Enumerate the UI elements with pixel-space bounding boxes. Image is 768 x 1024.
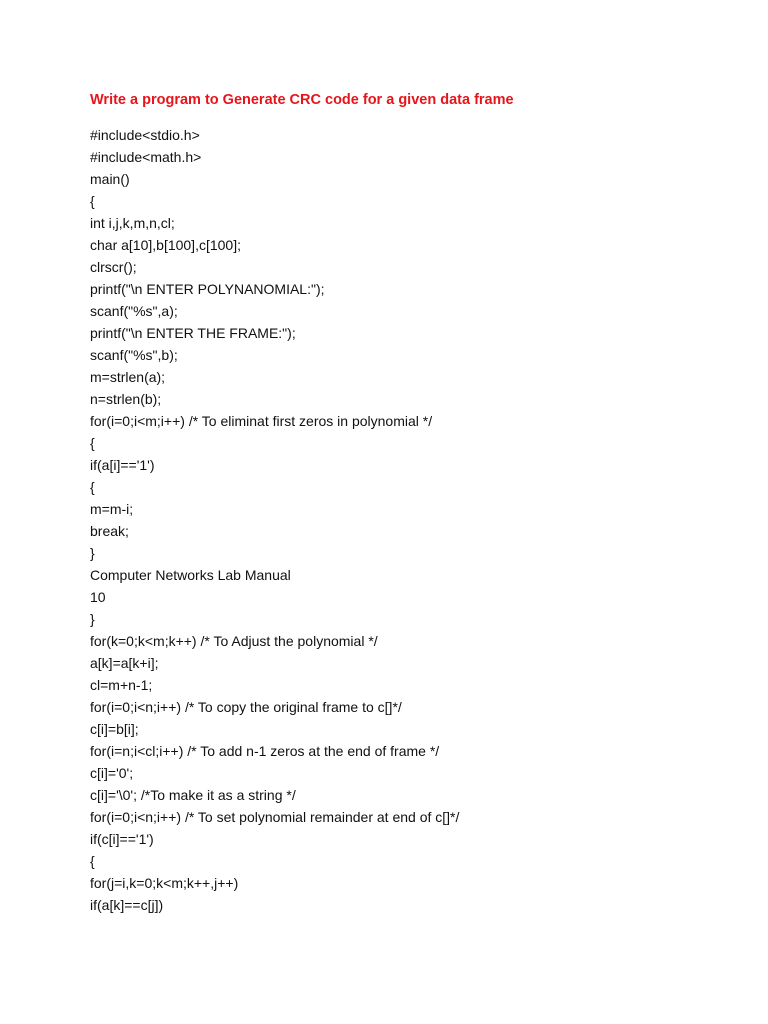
code-listing (90, 124, 459, 916)
code-line: c[i]='\0'; /*To make it as a string */ (90, 787, 296, 803)
code-line: c[i]='0'; (90, 765, 134, 781)
code-line: c[i]=b[i]; (90, 721, 139, 737)
code-line: #include<math.h> (90, 149, 202, 165)
code-line: printf("\n ENTER THE FRAME:"); (90, 325, 296, 341)
code-line: a[k]=a[k+i]; (90, 655, 159, 671)
code-line: { (90, 853, 95, 869)
code-line: for(i=0;i<n;i++) /* To set polynomial remainder at end of c[]*/ (90, 809, 460, 825)
code-line: for(i=0;i<n;i++) /* To copy the original frame to c[]*/ (90, 699, 402, 715)
code-line: cl=m+n-1; (90, 677, 153, 693)
code-line: clrscr(); (90, 259, 137, 275)
code-line: m=m-i; (90, 501, 134, 517)
code-line: m=strlen(a); (90, 369, 166, 385)
code-line: { (90, 435, 95, 451)
code-line: for(k=0;k<m;k++) /* To Adjust the polynomial */ (90, 633, 378, 649)
document-title: Write a program to Generate CRC code for a given data frame (90, 92, 514, 108)
code-line: Computer Networks Lab Manual (90, 567, 291, 583)
code-line: main() (90, 171, 130, 187)
code-line: { (90, 193, 95, 209)
code-line: scanf("%s",b); (90, 347, 178, 363)
code-line: if(a[i]=='1') (90, 457, 155, 473)
code-line: 10 (90, 589, 106, 605)
code-line: for(i=n;i<cl;i++) /* To add n-1 zeros at the end of frame */ (90, 743, 440, 759)
code-line: int i,j,k,m,n,cl; (90, 215, 175, 231)
code-line: char a[10],b[100],c[100]; (90, 237, 241, 253)
code-line: { (90, 479, 95, 495)
code-line: if(c[i]=='1') (90, 831, 154, 847)
code-line: } (90, 611, 95, 627)
code-line: printf("\n ENTER POLYNANOMIAL:"); (90, 281, 325, 297)
code-line: for(i=0;i<m;i++) /* To eliminat first zeros in polynomial */ (90, 413, 433, 429)
code-line: #include<stdio.h> (90, 127, 200, 143)
code-line: break; (90, 523, 129, 539)
code-line: scanf("%s",a); (90, 303, 178, 319)
code-line: } (90, 545, 95, 561)
code-line: n=strlen(b); (90, 391, 162, 407)
code-line: if(a[k]==c[j]) (90, 897, 164, 913)
code-line: for(j=i,k=0;k<m;k++,j++) (90, 875, 239, 891)
